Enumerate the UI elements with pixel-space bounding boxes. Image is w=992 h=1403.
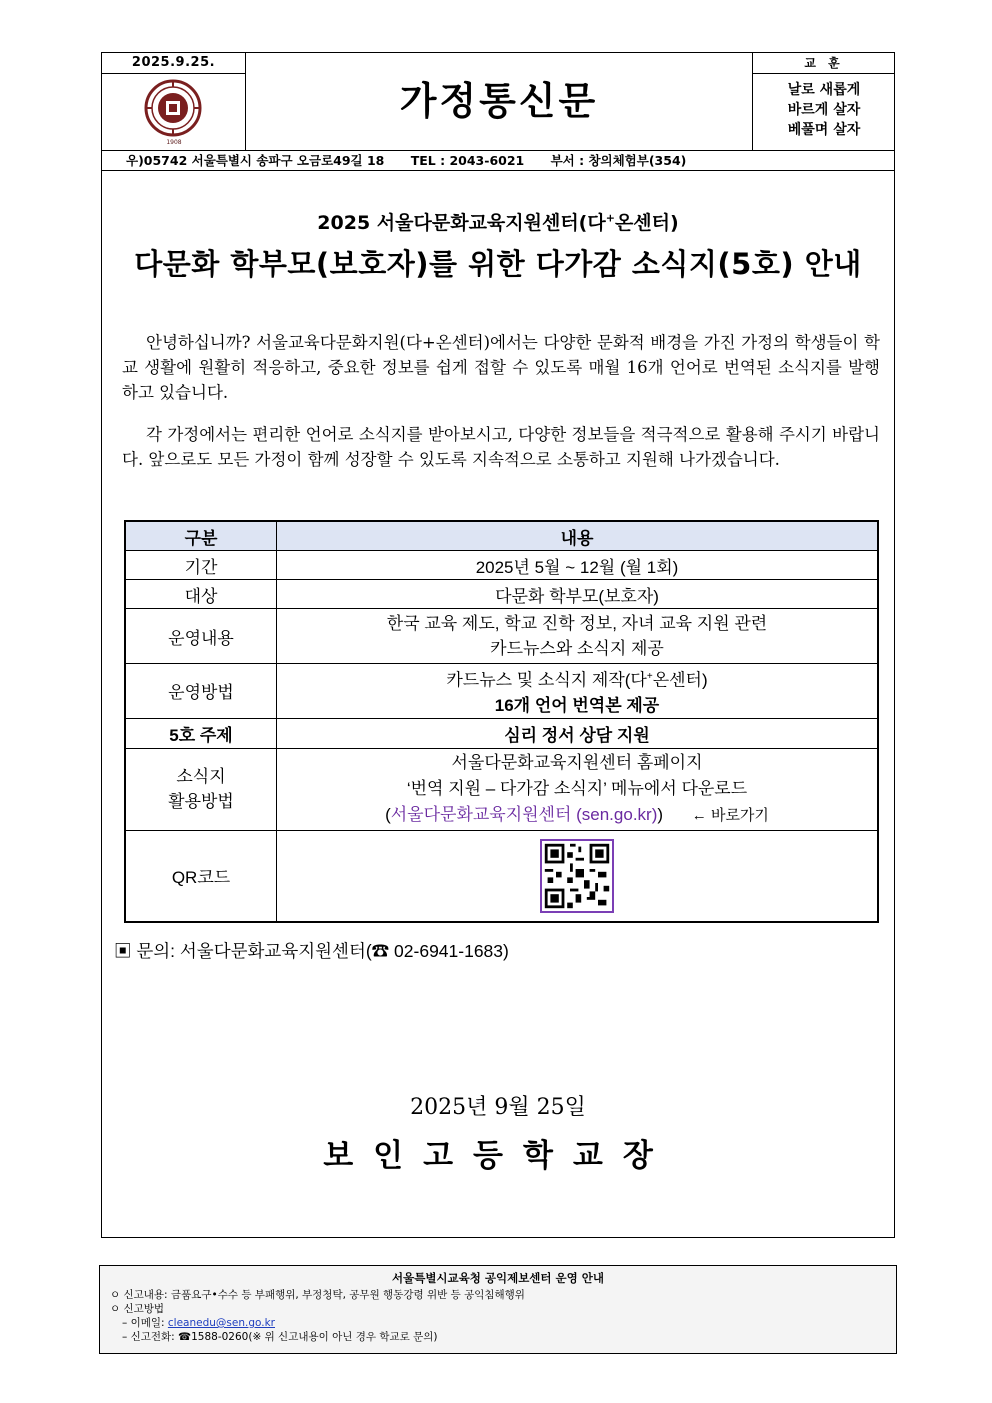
subtitle: 2025 서울다문화교육지원센터(다+온센터) bbox=[317, 211, 679, 234]
document-title: 가정통신문 bbox=[399, 79, 599, 123]
row-label: 운영내용 bbox=[125, 609, 277, 664]
row-label: 대상 bbox=[125, 580, 277, 609]
notice-line: – 이메일: cleanedu@sen.go.kr bbox=[122, 1317, 275, 1329]
school-contact-line bbox=[102, 150, 894, 170]
header-left-cell bbox=[102, 53, 246, 150]
school-principal: 보인고등학교장 bbox=[323, 1138, 673, 1174]
issue-date: 2025.9.25. bbox=[102, 53, 245, 74]
inquiry-contact: ▣ 문의: 서울다문화교육지원센터(☎ 02-6941-1683) bbox=[114, 941, 509, 961]
usage-value: 서울다문화교육지원센터 홈페이지 ‘번역 지원 – 다가감 소식지’ 메뉴에서 다운로드 (서울다문화교육지원센터 (sen.go.kr)) ← 바로가기 bbox=[277, 748, 879, 830]
table-row bbox=[125, 664, 878, 719]
motto-heading: 교 훈 bbox=[753, 53, 895, 74]
school-address: 우)05742 서울특별시 송파구 오금로49길 18 bbox=[126, 153, 385, 168]
qr-cell bbox=[277, 830, 879, 922]
notice-line: – 신고전화: ☎1588-0260(※ 위 신고내용이 아닌 경우 학교로 문의) bbox=[122, 1331, 438, 1343]
column-header: 구분 bbox=[125, 521, 277, 551]
homepage-link[interactable]: 서울다문화교육지원센터 (sen.go.kr) bbox=[390, 804, 658, 824]
qr-code-icon[interactable] bbox=[540, 839, 614, 913]
table-header-row bbox=[125, 521, 878, 551]
method-value: 카드뉴스 및 소식지 제작(다+온센터) 16개 언어 번역본 제공 bbox=[277, 664, 879, 719]
content-value: 한국 교육 제도, 학교 진학 정보, 자녀 교육 지원 관련 카드뉴스와 소식지 제공 bbox=[277, 609, 879, 664]
table-row bbox=[125, 580, 878, 609]
table-row bbox=[125, 718, 878, 748]
department: 부서 : 창의체험부(354) bbox=[550, 153, 687, 168]
school-motto bbox=[752, 53, 895, 150]
column-header: 내용 bbox=[277, 521, 879, 551]
intro-paragraph: 안녕하십니까? 서울교육다문화지원(다+온센터)에서는 다양한 문화적 배경을 가진 가정의 학생들이 학교 생활에 원활히 적응하고, 중요한 정보를 쉽게 접할 수 있도록 매월 16개 언어로 번역된 소식지를 발행하고 있습니다. bbox=[122, 333, 880, 402]
row-label: 소식지 활용방법 bbox=[125, 748, 277, 830]
notice-line: ㅇ 신고방법 bbox=[110, 1303, 165, 1315]
school-seal-icon bbox=[144, 79, 202, 137]
motto-line: 바르게 살자 bbox=[787, 102, 861, 118]
notice-title: 서울특별시교육청 공익제보센터 운영 안내 bbox=[392, 1271, 604, 1285]
target-value: 다문화 학부모(보호자) bbox=[277, 580, 879, 609]
seal-year: 1908 bbox=[166, 139, 182, 146]
row-label: 운영방법 bbox=[125, 664, 277, 719]
sign-date: 2025년 9월 25일 bbox=[410, 1095, 586, 1120]
letter-header bbox=[101, 52, 895, 171]
topic-value: 심리 정서 상담 지원 bbox=[277, 718, 879, 748]
info-table bbox=[124, 520, 879, 923]
table-row bbox=[125, 830, 878, 922]
table-row bbox=[125, 748, 878, 830]
row-label: QR코드 bbox=[125, 830, 277, 922]
notice-line: ㅇ 신고내용: 금품요구•수수 등 부패행위, 부정청탁, 공무원 행동강령 위반 등 공익침해행위 bbox=[110, 1289, 525, 1301]
motto-line: 날로 새롭게 bbox=[787, 82, 861, 98]
table-row bbox=[125, 609, 878, 664]
row-label: 5호 주제 bbox=[125, 718, 277, 748]
main-title: 다문화 학부모(보호자)를 위한 다가감 소식지(5호) 안내 bbox=[134, 247, 862, 281]
period-value: 2025년 5월 ~ 12월 (월 1회) bbox=[277, 551, 879, 580]
whistleblower-notice bbox=[99, 1265, 897, 1354]
shortcut-hint: ← 바로가기 bbox=[691, 806, 769, 824]
report-email-link[interactable]: cleanedu@sen.go.kr bbox=[167, 1317, 275, 1329]
school-tel: TEL : 2043-6021 bbox=[410, 153, 525, 168]
table-row bbox=[125, 551, 878, 580]
motto-line: 베풀며 살자 bbox=[787, 122, 861, 138]
row-label: 기간 bbox=[125, 551, 277, 580]
request-paragraph: 각 가정에서는 편리한 언어로 소식지를 받아보시고, 다양한 정보들을 적극적으로 활용해 주시기 바랍니다. 앞으로도 모든 가정이 함께 성장할 수 있도록 지속적으로 소통하고 지원해 나가겠습니다. bbox=[122, 425, 880, 469]
